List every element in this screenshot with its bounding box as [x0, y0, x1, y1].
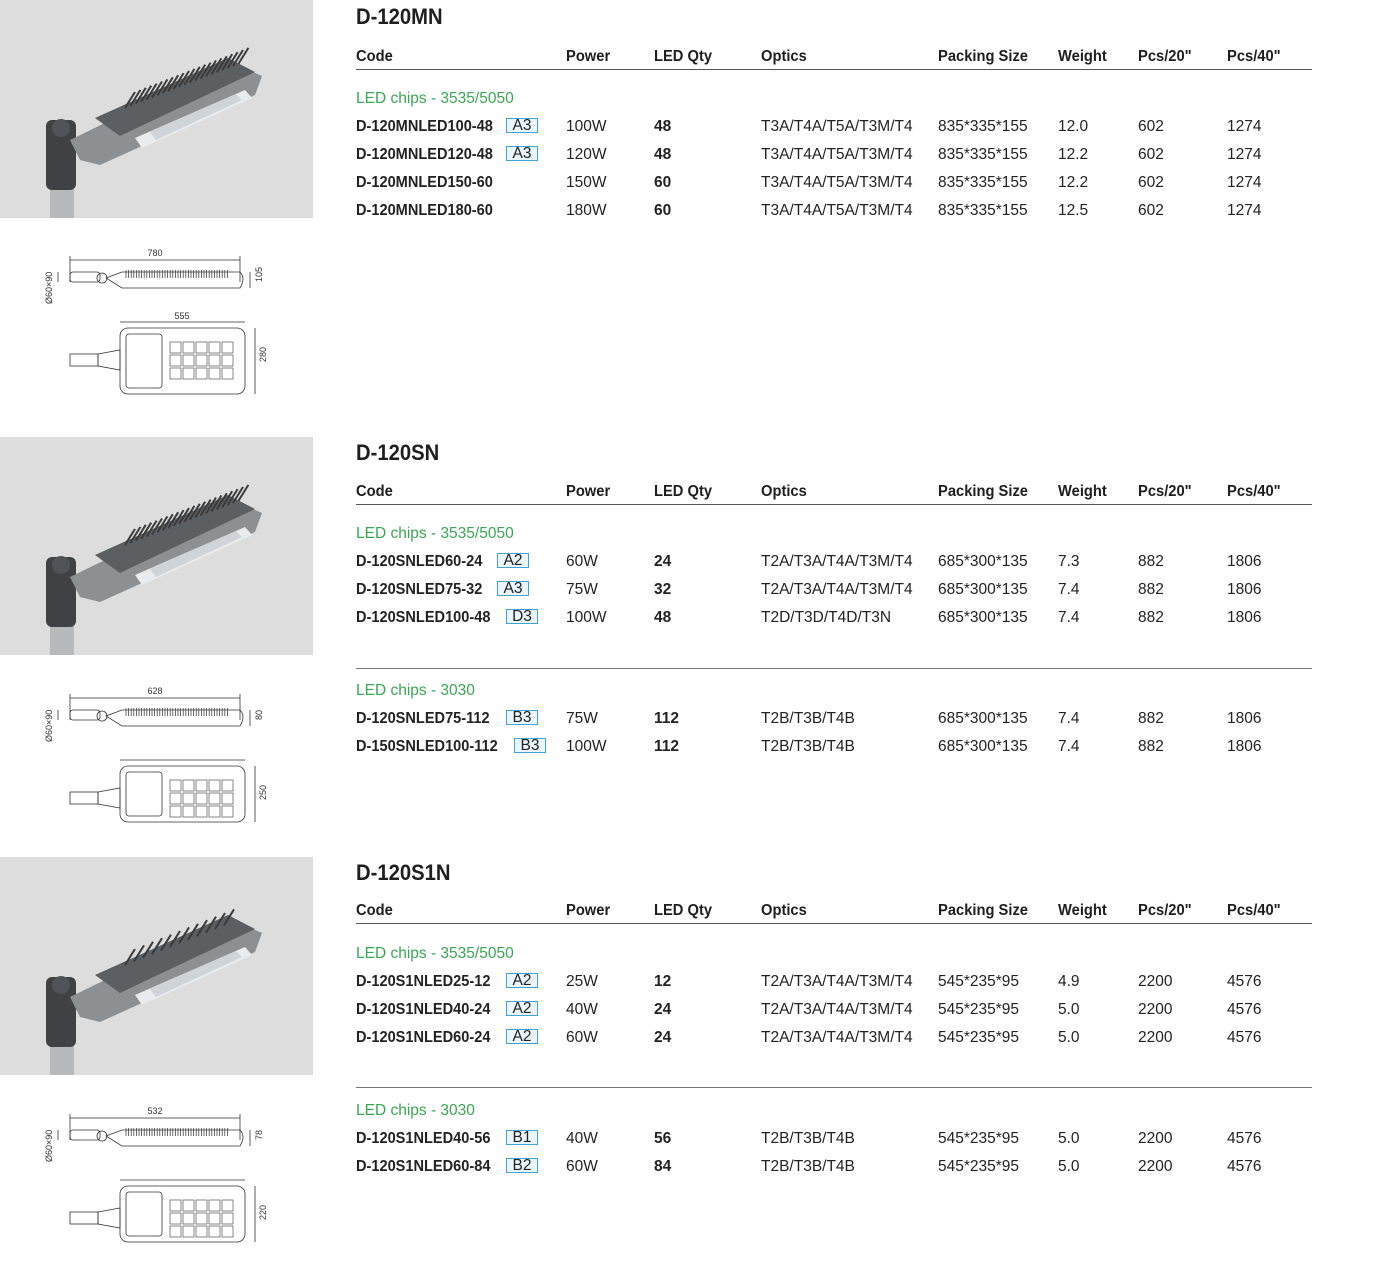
weight-value: 12.5	[1058, 202, 1089, 219]
column-header-weight: Weight	[1058, 483, 1107, 500]
dimension-drawing-icon	[40, 242, 280, 412]
optic-badge: B3	[506, 710, 538, 725]
table-header	[356, 483, 1312, 505]
table-row	[356, 1029, 1312, 1051]
column-header-pcs40: Pcs/40"	[1227, 902, 1281, 919]
table-row	[356, 1130, 1312, 1152]
packing-size-value: 835*335*155	[938, 118, 1028, 135]
product-code: D-120S1NLED40-56	[356, 1130, 491, 1147]
pcs20-value: 2200	[1138, 1130, 1173, 1147]
optic-badge: B3	[514, 738, 546, 753]
drawing-depth-label: 280	[258, 346, 268, 362]
optic-badge: A2	[506, 1029, 538, 1044]
weight-value: 4.9	[1058, 973, 1080, 990]
pcs20-value: 602	[1138, 118, 1164, 135]
street-light-icon	[0, 437, 313, 655]
dimension-drawing-icon	[40, 680, 280, 850]
column-header-power: Power	[566, 483, 611, 500]
group-divider	[356, 668, 1312, 669]
pcs40-value: 1274	[1227, 202, 1262, 219]
column-header-power: Power	[566, 48, 611, 65]
optics-value: T2B/T3B/T4B	[761, 1158, 855, 1175]
drawing-length-label: 532	[147, 1106, 163, 1116]
power-value: 75W	[566, 710, 598, 727]
weight-value: 5.0	[1058, 1029, 1080, 1046]
table-header	[356, 48, 1312, 70]
section-title: D-120S1N	[356, 860, 451, 885]
column-header-pcs20: Pcs/20"	[1138, 48, 1192, 65]
led-qty-value: 24	[654, 1029, 672, 1046]
table-row	[356, 553, 1312, 575]
column-header-qty: LED Qty	[654, 902, 713, 919]
section-title: D-120MN	[356, 4, 443, 29]
optic-badge: A2	[506, 1001, 538, 1016]
product-code: D-120S1NLED40-24	[356, 1001, 491, 1018]
power-value: 40W	[566, 1130, 598, 1147]
pcs40-value: 4576	[1227, 973, 1262, 990]
led-qty-value: 112	[654, 710, 680, 727]
led-qty-value: 24	[654, 553, 672, 570]
led-qty-value: 32	[654, 581, 672, 598]
column-header-code: Code	[356, 48, 393, 65]
weight-value: 12.2	[1058, 146, 1089, 163]
group-label: LED chips - 3030	[356, 1102, 475, 1119]
product-code: D-120MNLED120-48	[356, 146, 493, 163]
power-value: 180W	[566, 202, 607, 219]
power-value: 40W	[566, 1001, 598, 1018]
led-qty-value: 48	[654, 146, 672, 163]
optic-badge: A2	[506, 973, 538, 988]
group-label: LED chips - 3535/5050	[356, 945, 514, 962]
packing-size-value: 685*300*135	[938, 609, 1028, 626]
packing-size-value: 835*335*155	[938, 174, 1028, 191]
column-header-packing: Packing Size	[938, 902, 1029, 919]
pcs20-value: 882	[1138, 738, 1164, 755]
pcs20-value: 2200	[1138, 973, 1173, 990]
power-value: 100W	[566, 609, 607, 626]
optics-value: T3A/T4A/T5A/T3M/T4	[761, 146, 913, 163]
column-header-code: Code	[356, 902, 393, 919]
pcs20-value: 882	[1138, 609, 1164, 626]
led-qty-value: 56	[654, 1130, 672, 1147]
optics-value: T2A/T3A/T4A/T3M/T4	[761, 581, 913, 598]
column-header-pcs20: Pcs/20"	[1138, 902, 1192, 919]
weight-value: 5.0	[1058, 1158, 1080, 1175]
table-row	[356, 1158, 1312, 1180]
weight-value: 5.0	[1058, 1130, 1080, 1147]
group-label: LED chips - 3535/5050	[356, 90, 514, 107]
drawing-height-label: 78	[254, 1129, 264, 1140]
optics-value: T2B/T3B/T4B	[761, 1130, 855, 1147]
table-row	[356, 738, 1312, 760]
column-header-packing: Packing Size	[938, 48, 1029, 65]
table-row	[356, 973, 1312, 995]
packing-size-value: 545*235*95	[938, 1029, 1020, 1046]
pcs20-value: 882	[1138, 553, 1164, 570]
power-value: 25W	[566, 973, 598, 990]
led-qty-value: 60	[654, 174, 672, 191]
column-header-pcs40: Pcs/40"	[1227, 48, 1281, 65]
optics-value: T2A/T3A/T4A/T3M/T4	[761, 973, 913, 990]
power-value: 75W	[566, 581, 598, 598]
column-header-optics: Optics	[761, 902, 807, 919]
product-code: D-120S1NLED60-84	[356, 1158, 491, 1175]
product-code: D-120SNLED75-112	[356, 710, 490, 727]
technical-drawing	[40, 242, 280, 412]
packing-size-value: 685*300*135	[938, 553, 1028, 570]
weight-value: 7.4	[1058, 609, 1080, 626]
power-value: 60W	[566, 553, 598, 570]
pcs20-value: 2200	[1138, 1158, 1173, 1175]
pcs40-value: 4576	[1227, 1001, 1262, 1018]
optic-badge: D3	[506, 609, 538, 624]
pcs40-value: 1806	[1227, 710, 1262, 727]
technical-drawing	[40, 680, 280, 850]
group-divider	[356, 1087, 1312, 1088]
packing-size-value: 545*235*95	[938, 973, 1020, 990]
column-header-pcs40: Pcs/40"	[1227, 483, 1281, 500]
product-code: D-120SNLED100-48	[356, 609, 491, 626]
product-code: D-120S1NLED60-24	[356, 1029, 491, 1046]
column-header-weight: Weight	[1058, 48, 1107, 65]
product-code: D-120S1NLED25-12	[356, 973, 491, 990]
led-qty-value: 60	[654, 202, 672, 219]
led-qty-value: 24	[654, 1001, 672, 1018]
weight-value: 7.4	[1058, 738, 1080, 755]
pcs20-value: 882	[1138, 581, 1164, 598]
packing-size-value: 685*300*135	[938, 738, 1028, 755]
product-code: D-120MNLED150-60	[356, 174, 493, 191]
table-row	[356, 609, 1312, 631]
table-row	[356, 1001, 1312, 1023]
table-row	[356, 118, 1312, 140]
drawing-width-label: 555	[174, 311, 190, 321]
optics-value: T3A/T4A/T5A/T3M/T4	[761, 174, 913, 191]
drawing-pole-label: Ø60×90	[44, 709, 54, 742]
packing-size-value: 685*300*135	[938, 710, 1028, 727]
product-code: D-120SNLED60-24	[356, 553, 483, 570]
pcs20-value: 602	[1138, 174, 1164, 191]
drawing-depth-label: 220	[258, 1204, 268, 1220]
power-value: 120W	[566, 146, 607, 163]
product-photo	[0, 437, 313, 655]
column-header-packing: Packing Size	[938, 483, 1029, 500]
led-qty-value: 12	[654, 973, 672, 990]
section-title: D-120SN	[356, 440, 440, 465]
drawing-height-label: 105	[254, 266, 264, 282]
optics-value: T2D/T3D/T4D/T3N	[761, 609, 892, 626]
weight-value: 7.4	[1058, 710, 1080, 727]
pcs40-value: 1274	[1227, 118, 1262, 135]
weight-value: 7.3	[1058, 553, 1080, 570]
weight-value: 7.4	[1058, 581, 1080, 598]
led-qty-value: 48	[654, 609, 672, 626]
table-row	[356, 581, 1312, 603]
optics-value: T2B/T3B/T4B	[761, 710, 855, 727]
packing-size-value: 685*300*135	[938, 581, 1028, 598]
pcs20-value: 602	[1138, 202, 1164, 219]
pcs20-value: 2200	[1138, 1029, 1173, 1046]
table-row	[356, 146, 1312, 168]
column-header-weight: Weight	[1058, 902, 1107, 919]
optics-value: T2B/T3B/T4B	[761, 738, 855, 755]
group-label: LED chips - 3535/5050	[356, 525, 514, 542]
column-header-optics: Optics	[761, 48, 807, 65]
packing-size-value: 545*235*95	[938, 1130, 1020, 1147]
table-header	[356, 902, 1312, 924]
table-row	[356, 202, 1312, 224]
drawing-length-label: 780	[147, 248, 163, 258]
drawing-length-label: 628	[147, 686, 163, 696]
optic-badge: B2	[506, 1158, 538, 1173]
power-value: 60W	[566, 1158, 598, 1175]
drawing-height-label: 80	[254, 709, 264, 720]
technical-drawing	[40, 1100, 280, 1270]
power-value: 100W	[566, 738, 607, 755]
pcs40-value: 4576	[1227, 1130, 1262, 1147]
column-header-code: Code	[356, 483, 393, 500]
weight-value: 12.0	[1058, 118, 1089, 135]
product-photo	[0, 0, 313, 218]
column-header-pcs20: Pcs/20"	[1138, 483, 1192, 500]
drawing-pole-label: Ø60×90	[44, 1129, 54, 1162]
column-header-qty: LED Qty	[654, 48, 713, 65]
optic-badge: A3	[506, 146, 538, 161]
pcs40-value: 1274	[1227, 146, 1262, 163]
led-qty-value: 48	[654, 118, 672, 135]
pcs40-value: 1806	[1227, 581, 1262, 598]
pcs40-value: 4576	[1227, 1029, 1262, 1046]
product-code: D-120MNLED180-60	[356, 202, 493, 219]
drawing-depth-label: 250	[258, 784, 268, 800]
optics-value: T3A/T4A/T5A/T3M/T4	[761, 118, 913, 135]
product-photo	[0, 857, 313, 1075]
dimension-drawing-icon	[40, 1100, 280, 1270]
led-qty-value: 84	[654, 1158, 672, 1175]
column-header-power: Power	[566, 902, 611, 919]
pcs40-value: 4576	[1227, 1158, 1262, 1175]
pcs20-value: 882	[1138, 710, 1164, 727]
power-value: 100W	[566, 118, 607, 135]
packing-size-value: 545*235*95	[938, 1001, 1020, 1018]
product-code: D-150SNLED100-112	[356, 738, 498, 755]
weight-value: 12.2	[1058, 174, 1089, 191]
optics-value: T2A/T3A/T4A/T3M/T4	[761, 1029, 913, 1046]
packing-size-value: 545*235*95	[938, 1158, 1020, 1175]
optic-badge: A3	[506, 118, 538, 133]
column-header-qty: LED Qty	[654, 483, 713, 500]
table-row	[356, 710, 1312, 732]
group-label: LED chips - 3030	[356, 682, 475, 699]
power-value: 150W	[566, 174, 607, 191]
pcs40-value: 1806	[1227, 738, 1262, 755]
optic-badge: B1	[506, 1130, 538, 1145]
optic-badge: A2	[497, 553, 529, 568]
product-code: D-120MNLED100-48	[356, 118, 493, 135]
optics-value: T3A/T4A/T5A/T3M/T4	[761, 202, 913, 219]
pcs40-value: 1806	[1227, 609, 1262, 626]
packing-size-value: 835*335*155	[938, 146, 1028, 163]
pcs20-value: 2200	[1138, 1001, 1173, 1018]
pcs20-value: 602	[1138, 146, 1164, 163]
led-qty-value: 112	[654, 738, 680, 755]
drawing-pole-label: Ø60×90	[44, 271, 54, 304]
optic-badge: A3	[497, 581, 529, 596]
column-header-optics: Optics	[761, 483, 807, 500]
power-value: 60W	[566, 1029, 598, 1046]
product-code: D-120SNLED75-32	[356, 581, 483, 598]
optics-value: T2A/T3A/T4A/T3M/T4	[761, 1001, 913, 1018]
table-row	[356, 174, 1312, 196]
street-light-icon	[0, 857, 313, 1075]
packing-size-value: 835*335*155	[938, 202, 1028, 219]
optics-value: T2A/T3A/T4A/T3M/T4	[761, 553, 913, 570]
pcs40-value: 1274	[1227, 174, 1262, 191]
weight-value: 5.0	[1058, 1001, 1080, 1018]
pcs40-value: 1806	[1227, 553, 1262, 570]
street-light-icon	[0, 0, 313, 218]
